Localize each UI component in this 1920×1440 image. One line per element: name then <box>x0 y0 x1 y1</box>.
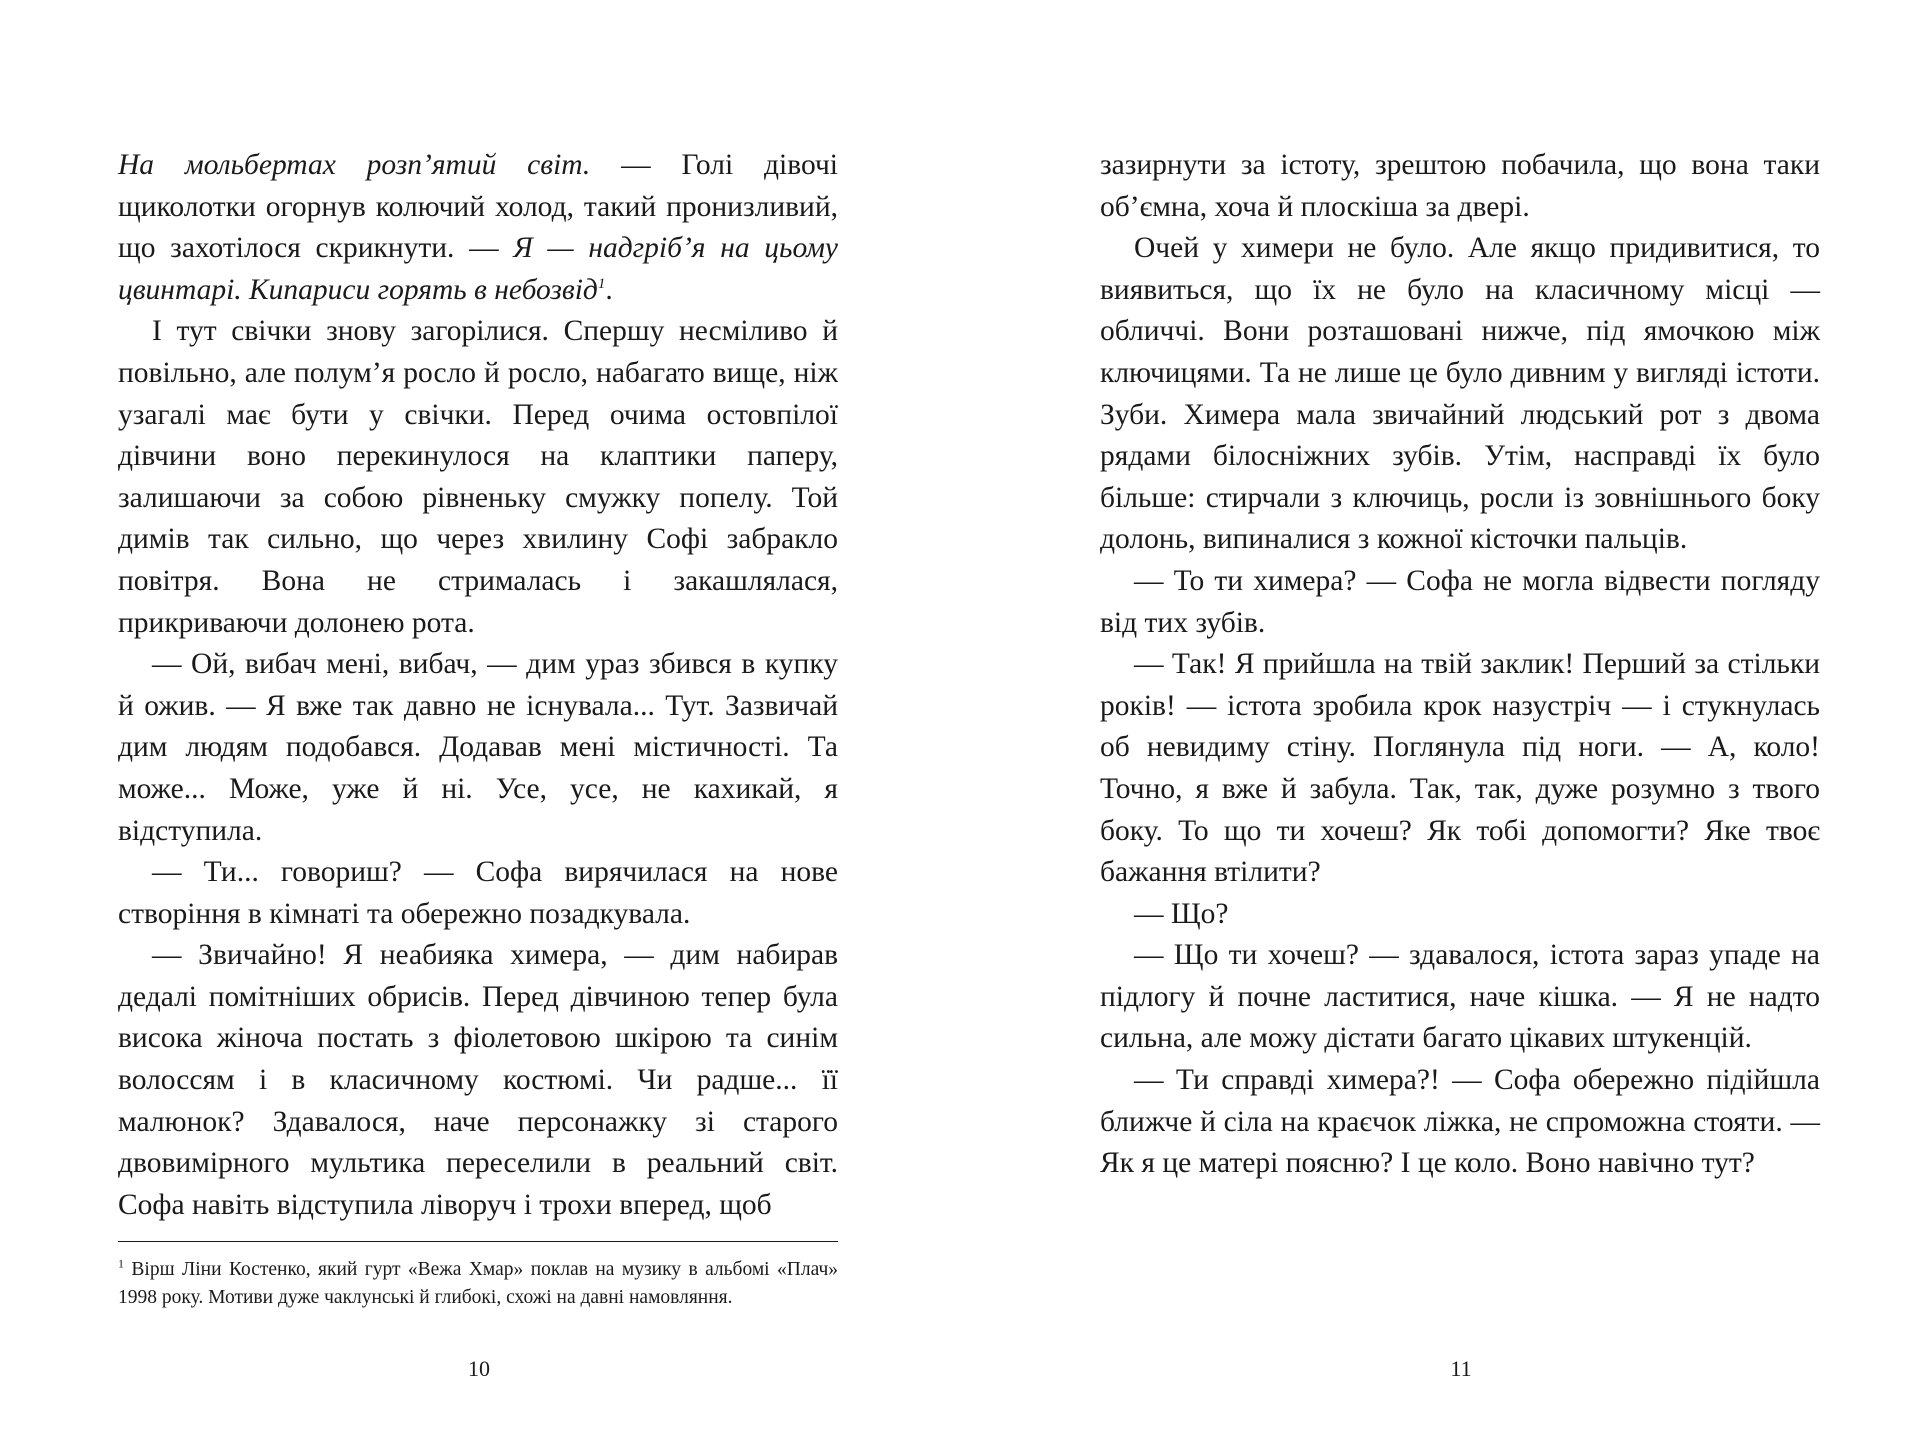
paragraph: Очей у химери не було. Але якщо придивитися, то виявиться, що їх не було на класичному місці — обличчі. Вони розташовані нижче, під ямочкою між ключицями. Та не лише це було дивним у вигляді істоти. Зуби. Химера мала звичайний людський рот з двома рядами білосніжних зубів. Утім, насправді їх було більше: стирчали з ключиць, росли із зовнішнього боку долонь, випиналися з кожної кісточки пальців. <box>1100 232 1820 556</box>
paragraph: — Звичайно! Я неабияка химера, — дим набирав дедалі помітніших обрисів. Перед дівчиною тепер була висока жіноча постать з фіолетовою шкірою та синім волоссям і в класичному костюмі. Чи радше... її малюнок? Здавалося, наче персонажку зі старого двовимірного мультика переселили в реальний світ. Софа навіть відступила ліворуч і трохи вперед, щоб <box>118 939 838 1221</box>
left-page <box>118 145 838 1226</box>
paragraph: — То ти химера? — Софа не могла відвести погляду від тих зубів. <box>1100 564 1820 639</box>
paragraph-verse <box>118 145 838 311</box>
footnote-divider <box>118 1241 838 1242</box>
paragraph: — Ти справді химера?! — Софа обережно підійшла ближче й сіла на краєчок ліжка, не спроможна стояти. — Як я це матері поясню? І це коло. Воно навічно тут? <box>1100 1064 1820 1180</box>
footnote-text: Вірш Ліни Костенко, який гурт «Вежа Хмар» поклав на музику в альбомі «Плач» 1998 року. Мотиви дуже чаклунські й глибокі, схожі на давні намовляння. <box>118 1259 838 1308</box>
verse-line-closing: Я — надгріб’я на цьому цвинтарі. Кипариси горять в небозвід <box>118 232 838 306</box>
right-page <box>1100 145 1820 1185</box>
paragraph: — Що ти хочеш? — здавалося, істота зараз упаде на підлогу й почне ластитися, наче кішка. — Я не надто сильна, але можу дістати багато цікавих штукенцій. <box>1100 939 1820 1055</box>
paragraph-continued: зазирнути за істоту, зрештою побачила, що вона таки об’ємна, хоча й плоскіша за двері. <box>1100 149 1820 223</box>
footnote-mark: 1 <box>118 1256 124 1271</box>
paragraph: — Ой, вибач мені, вибач, — дим ураз збився в купку й ожив. — Я вже так давно не існувала... Тут. Зазвичай дим людям подобався. Додавав мені містичності. Та може... Може, уже й ні. Усе, усе, не кахикай, я відступила. <box>118 648 838 847</box>
narration-text: — Голі дівочі щиколотки огорнув колючий холод, такий пронизливий, що захотілося скрикнути. — <box>118 149 838 265</box>
page-number-right: 11 <box>1450 1356 1472 1381</box>
paragraph-end-punctuation: . <box>605 273 613 306</box>
paragraph: І тут свічки знову загорілися. Спершу несміливо й повільно, але полум’я росло й росло, набагато вище, ніж узагалі має бути у свічки. Перед очима остовпілої дівчини воно перекинулося на клаптики паперу, залишаючи за собою рівненьку смужку попелу. Той димів так сильно, що через хвилину Софі забракло повітря. Вона не стрималась і закашлялася, прикриваючи долонею рота. <box>118 315 838 639</box>
verse-line-opening: На мольбертах розп’ятий світ. <box>118 149 591 181</box>
paragraph: — Що? <box>1134 897 1229 930</box>
footnote-reference[interactable]: 1 <box>597 275 606 292</box>
paragraph: — Так! Я прийшла на твій заклик! Перший за стільки років! — істота зробила крок назустріч — і стукнулась об невидиму стіну. Поглянула під ноги. — А, коло! Точно, я вже й забула. Так, так, дуже розумно з твого боку. То що ти хочеш? Як тобі допомогти? Яке твоє бажання втілити? <box>1100 648 1820 889</box>
paragraph: — Ти... говориш? — Софа вирячилася на нове створіння в кімнаті та обережно позадкувала. <box>118 856 838 930</box>
page-number-left: 10 <box>468 1356 490 1381</box>
footnote <box>118 1256 838 1312</box>
